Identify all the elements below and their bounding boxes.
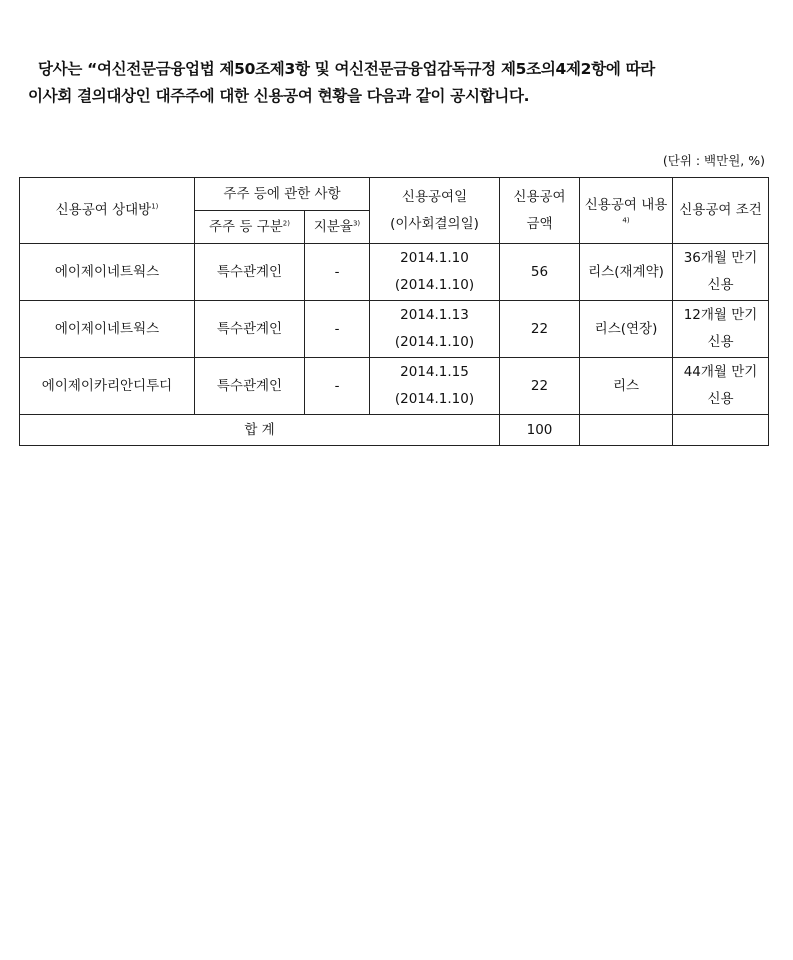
intro-line-2: 이사회 결의대상인 대주주에 대한 신용공여 현황을 다음과 같이 공시합니다. <box>28 87 530 105</box>
header-share-ratio: 지분율$^{3)}$ <box>305 211 370 244</box>
total-empty-cell <box>580 415 673 446</box>
total-label: 합 계 <box>20 415 500 446</box>
cell-type: 특수관계인 <box>195 301 305 358</box>
cell-amount: 22 <box>500 301 580 358</box>
header-terms: 신용공여 조건 <box>673 178 769 244</box>
unit-note: (단위 : 백만원, %) <box>662 153 765 168</box>
cell-amount: 22 <box>500 358 580 415</box>
table-row <box>20 358 769 415</box>
cell-content: 리스 <box>580 358 673 415</box>
header-content: 신용공여 내용 $^{4)}$ <box>580 178 673 244</box>
disclosure-intro <box>28 56 773 110</box>
cell-date: 2014.1.15 (2014.1.10) <box>370 358 500 415</box>
header-shareholder-group: 주주 등에 관한 사항 <box>195 178 370 211</box>
footnote-marker: 3) <box>352 219 361 227</box>
cell-ratio: - <box>305 301 370 358</box>
header-counterparty: 신용공여 상대방$^{1)}$ <box>20 178 195 244</box>
credit-disclosure-table <box>19 177 769 446</box>
cell-terms: 44개월 만기 신용 <box>673 358 769 415</box>
footnote-marker: 1) <box>151 202 159 211</box>
cell-type: 특수관계인 <box>195 358 305 415</box>
cell-date: 2014.1.13 (2014.1.10) <box>370 301 500 358</box>
total-amount: 100 <box>500 415 580 446</box>
cell-ratio: - <box>305 358 370 415</box>
intro-line-1: 당사는 “여신전문금융업법 제50조제3항 및 여신전문금융업감독규정 제5조의4제2항에 따라 <box>38 60 655 78</box>
header-row-1 <box>20 178 769 211</box>
cell-content: 리스(재계약) <box>580 244 673 301</box>
table-row <box>20 301 769 358</box>
cell-terms: 36개월 만기 신용 <box>673 244 769 301</box>
footnote-marker: 2) <box>282 219 290 227</box>
header-amount: 신용공여 금액 <box>500 178 580 244</box>
cell-type: 특수관계인 <box>195 244 305 301</box>
total-row <box>20 415 769 446</box>
cell-terms: 12개월 만기 신용 <box>673 301 769 358</box>
header-credit-date: 신용공여일 (이사회결의일) <box>370 178 500 244</box>
table-row <box>20 244 769 301</box>
cell-date: 2014.1.10 (2014.1.10) <box>370 244 500 301</box>
cell-counterparty: 에이제이카리안디투디 <box>20 358 195 415</box>
cell-amount: 56 <box>500 244 580 301</box>
footnote-marker: 4) <box>622 216 630 225</box>
total-empty-cell <box>673 415 769 446</box>
cell-ratio: - <box>305 244 370 301</box>
header-shareholder-type: 주주 등 구분$^{2)}$ <box>195 211 305 244</box>
cell-counterparty: 에이제이네트웍스 <box>20 301 195 358</box>
cell-counterparty: 에이제이네트웍스 <box>20 244 195 301</box>
cell-content: 리스(연장) <box>580 301 673 358</box>
